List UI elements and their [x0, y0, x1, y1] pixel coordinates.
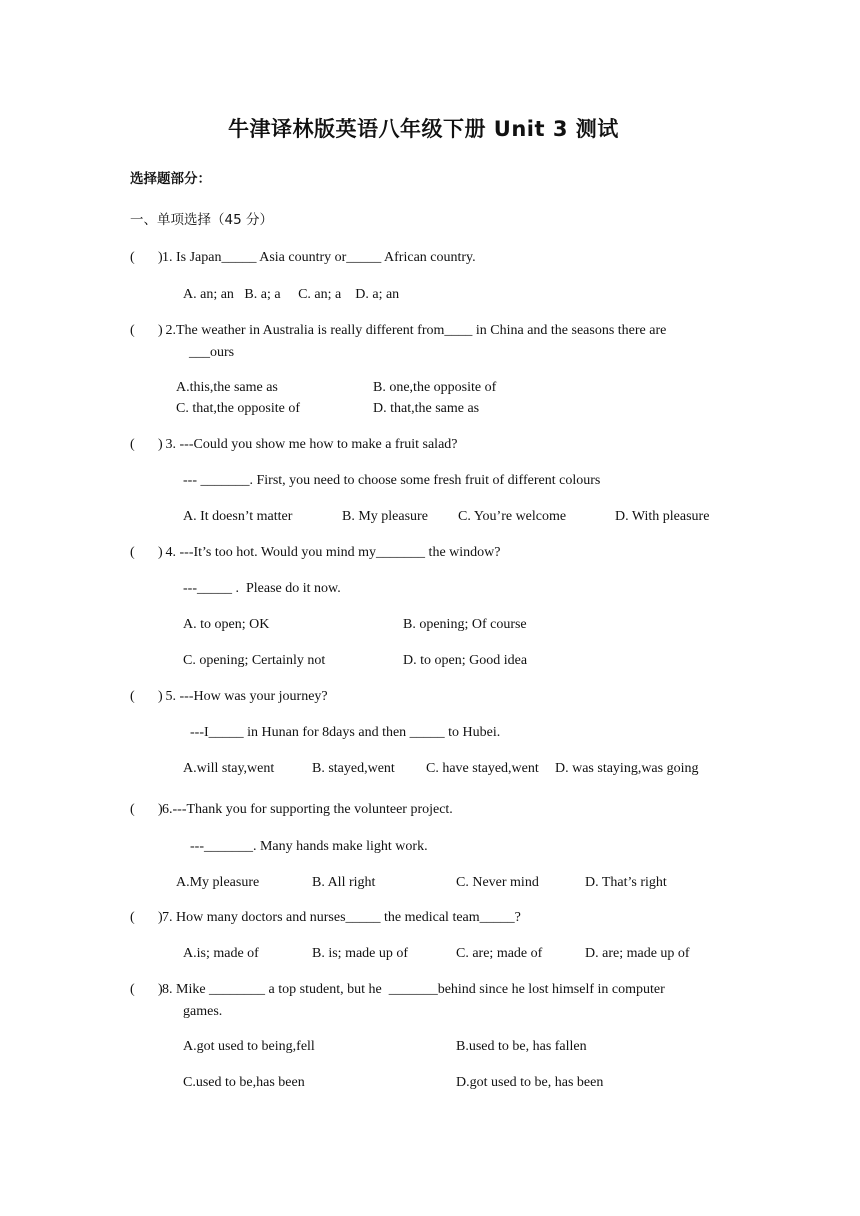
- option-d: D. With pleasure: [615, 509, 710, 524]
- option-c: C. opening; Certainly not: [183, 653, 326, 668]
- answer-paren-open: (: [130, 323, 135, 338]
- answer-paren-close: ): [158, 323, 163, 338]
- option-c: C. have stayed,went: [426, 761, 539, 776]
- answer-paren-close: ): [158, 982, 163, 997]
- option-c: C. are; made of: [456, 946, 543, 961]
- option-d: D. to open; Good idea: [403, 653, 528, 668]
- dialogue-reply: ---I_____ in Hunan for 8days and then _____ to Hubei.: [190, 725, 501, 740]
- option-a: A.this,the same as: [176, 380, 278, 395]
- answer-paren-close: ): [158, 689, 163, 704]
- option-d: D. that,the same as: [373, 401, 480, 416]
- dialogue-reply: ---_______. Many hands make light work.: [190, 839, 428, 854]
- option-d: D. was staying,was going: [555, 761, 699, 776]
- option-d: D. are; made up of: [585, 946, 690, 961]
- dialogue-reply: --- _______. First, you need to choose some fresh fruit of different colours: [183, 473, 601, 488]
- option-d: D. That’s right: [585, 875, 667, 890]
- answer-paren-close: ): [158, 250, 163, 265]
- option-a: A.My pleasure: [176, 875, 260, 890]
- option-b: B. is; made up of: [312, 946, 409, 961]
- option-c: C.used to be,has been: [183, 1075, 305, 1090]
- part-heading: 一、单项选择（45 分）: [130, 212, 273, 228]
- page-title: 牛津译林版英语八年级下册 Unit 3 测试: [228, 117, 619, 141]
- option-b: B. All right: [312, 875, 376, 890]
- question-stem: 2.The weather in Australia is really different from____ in China and the seasons there are: [162, 323, 667, 338]
- option-c: C. that,the opposite of: [176, 401, 301, 416]
- question-stem-continued: games.: [183, 1004, 223, 1019]
- question-stem: 1. Is Japan_____ Asia country or_____ African country.: [162, 250, 476, 265]
- option-d: D.got used to be, has been: [456, 1075, 604, 1090]
- option-b: B. opening; Of course: [403, 617, 527, 632]
- question-stem: 6.---Thank you for supporting the volunteer project.: [162, 802, 453, 817]
- option-a: A.will stay,went: [183, 761, 275, 776]
- option-c: C. Never mind: [456, 875, 539, 890]
- question-stem: 5. ---How was your journey?: [162, 689, 328, 704]
- answer-paren-open: (: [130, 689, 135, 704]
- question-stem: 3. ---Could you show me how to make a fruit salad?: [162, 437, 458, 452]
- answer-paren-open: (: [130, 250, 135, 265]
- answer-paren-open: (: [130, 802, 135, 817]
- answer-paren-open: (: [130, 437, 135, 452]
- answer-paren-close: ): [158, 437, 163, 452]
- answer-paren-open: (: [130, 910, 135, 925]
- option-b: B. My pleasure: [342, 509, 428, 524]
- answer-paren-close: ): [158, 802, 163, 817]
- option-b: B.used to be, has fallen: [456, 1039, 587, 1054]
- option-a: A. It doesn’t matter: [183, 509, 293, 524]
- option-a: A. to open; OK: [183, 617, 270, 632]
- option-a: A.got used to being,fell: [183, 1039, 315, 1054]
- answer-paren-open: (: [130, 545, 135, 560]
- options-line: A. an; an B. a; a C. an; a D. a; an: [183, 287, 400, 302]
- question-stem: 8. Mike ________ a top student, but he _______behind since he lost himself in computer: [162, 982, 665, 997]
- option-c: C. You’re welcome: [458, 509, 567, 524]
- option-b: B. stayed,went: [312, 761, 395, 776]
- answer-paren-close: ): [158, 545, 163, 560]
- question-stem: 7. How many doctors and nurses_____ the medical team_____?: [162, 910, 521, 925]
- section-label: 选择题部分：: [130, 171, 211, 187]
- answer-paren-open: (: [130, 982, 135, 997]
- option-b: B. one,the opposite of: [373, 380, 497, 395]
- question-stem-continued: ___ours: [189, 345, 235, 360]
- question-stem: 4. ---It’s too hot. Would you mind my_______ the window?: [162, 545, 501, 560]
- answer-paren-close: ): [158, 910, 163, 925]
- option-a: A.is; made of: [183, 946, 259, 961]
- dialogue-reply: ---_____ . Please do it now.: [183, 581, 341, 596]
